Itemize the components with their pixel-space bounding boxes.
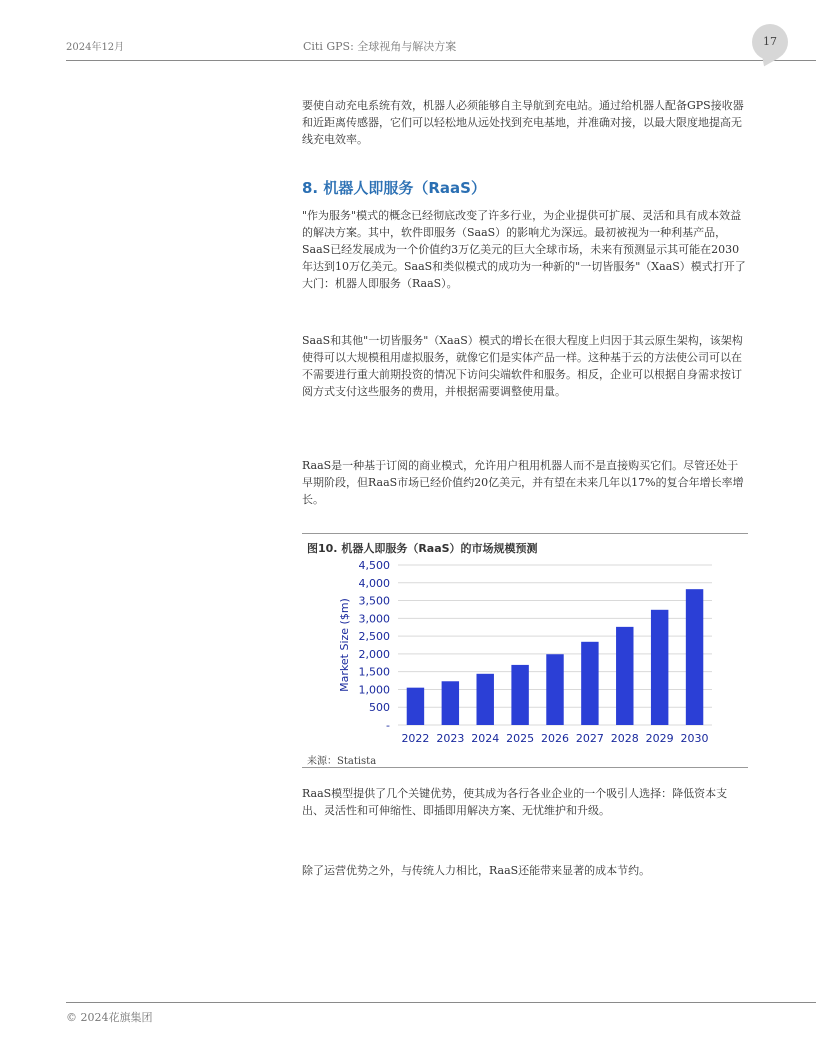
x-tick-label: 2029 [645,732,674,745]
x-tick-label: 2026 [541,732,569,745]
y-tick-label: 3,500 [358,594,390,608]
bar [651,610,668,725]
paragraph-advantages: RaaS模型提供了几个关键优势，使其成为各行各业企业的一个吸引人选择：降低资本支出、灵活性和可伸缩性、即插即用解决方案、无忧维护和升级。 [302,787,728,817]
header-date: 2024年12月 [66,42,125,53]
y-tick-label: 2,000 [358,647,390,661]
section-heading: 8. 机器人即服务（RaaS） [302,179,486,197]
x-tick-label: 2030 [680,732,709,745]
bar [616,627,633,725]
x-tick-label: 2025 [506,732,535,745]
figure-title: 图10. 机器人即服务（RaaS）的市场规模预测 [307,542,538,555]
x-tick-label: 2022 [401,732,430,745]
x-tick-label: 2024 [471,732,500,745]
paragraph-cloud: SaaS和其他"一切皆服务"（XaaS）模式的增长在很大程度上归因于其云原生架构，该架构使得可以大规模租用虚拟服务，就像它们是实体产品一样。这种基于云的方法使公司可以在不需要进行重大前期投资的情况下访问尖端软件和服务。相反，企业可以根据自身需求按订阅方式支付这些服务的费用，并根据需要调整使用量。 [302,334,743,398]
x-tick-label: 2027 [575,732,604,745]
bar [546,654,563,725]
header-divider [66,60,816,61]
y-tick-label: 4,500 [358,559,390,572]
bar [442,681,459,725]
y-tick-label: 2,500 [358,630,390,644]
y-tick-label: 4,000 [358,576,390,590]
bar [511,665,528,725]
bar [407,688,424,725]
bar [581,642,598,725]
y-tick-label: 1,000 [358,683,390,697]
intro-paragraph: 要使自动充电系统有效，机器人必须能够自主导航到充电站。通过给机器人配备GPS接收器和近距离传感器，它们可以轻松地从远处找到充电基地，并准确对接，以最大限度地提高无线充电效率。 [302,99,744,146]
figure-bottom-rule [302,767,748,768]
footer-copyright: © 2024花旗集团 [66,1011,153,1024]
x-tick-label: 2023 [436,732,465,745]
bar [686,589,703,725]
paragraph-raas-market: RaaS是一种基于订阅的商业模式，允许用户租用机器人而不是直接购买它们。尽管还处于早期阶段，但RaaS市场已经价值约20亿美元，并有望在未来几年以17%的复合年增长率增长。 [302,459,744,506]
figure-top-rule [302,533,748,534]
figure-source: 来源：Statista [307,756,377,767]
y-tick-label: 1,500 [358,665,390,679]
page-number-badge: 17 [752,24,788,60]
paragraph-xaas: "作为服务"模式的概念已经彻底改变了许多行业，为企业提供可扩展、灵活和具有成本效益的解决方案。其中，软件即服务（SaaS）的影响尤为深远。最初被视为一种利基产品，SaaS已经发展成为一个价值约3万亿美元的巨大全球市场，未来有预测显示其可能在2030年达到10万亿美元。SaaS和类似模式的成功为一种新的"一切皆服务"（XaaS）模式打开了大门：机器人即服务（RaaS）。 [302,209,746,290]
paragraph-cost-savings: 除了运营优势之外，与传统人力相比，RaaS还能带来显著的成本节约。 [302,864,651,877]
bar [477,674,494,725]
y-axis-label: Market Size ($m) [338,598,351,692]
x-tick-label: 2028 [610,732,639,745]
y-tick-label: 3,000 [358,612,390,626]
y-tick-label: - [386,719,390,732]
header-title: Citi GPS: 全球视角与解决方案 [303,40,457,53]
footer-divider [66,1002,816,1003]
market-size-bar-chart [302,555,742,750]
y-tick-label: 500 [369,701,390,715]
